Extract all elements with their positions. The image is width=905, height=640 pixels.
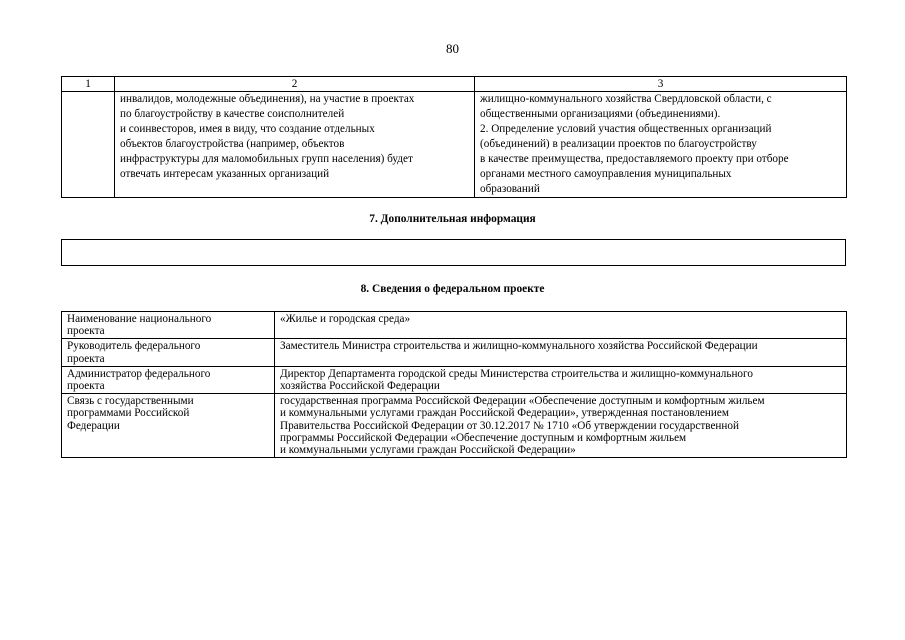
additional-info-box [61,239,846,266]
cell-text-line: Федерации [67,419,120,432]
measure-result-cell [475,92,847,198]
cell-text-line: инфраструктуры для маломобильных групп населения) будет [120,153,413,165]
table-row [62,339,847,366]
cell-text-line: «Жилье и городская среда» [280,313,411,325]
row-value [275,312,847,339]
page-number: 80 [446,41,459,56]
cell-text-line: отвечать интересам указанных организаций [120,168,330,180]
cell-text-line: хозяйства Российской Федерации [280,380,440,393]
row-value [275,339,847,366]
row-value [275,366,847,393]
table-row [62,394,847,458]
cell-text-line: Администратор федерального [67,367,211,380]
row-label [62,339,275,366]
cell-text-line: 2. Определение условий участия общественных организаций [480,123,772,135]
row-label [62,366,275,393]
cell-text-line: общественными организациями (объединениями). [480,108,721,120]
measure-description-cell [115,92,475,198]
cell-text-line: проекта [67,325,105,338]
cell-text-line: жилищно-коммунального хозяйства Свердловской области, с [480,93,772,105]
cell-text-line: Связь с государственными [67,395,194,408]
cell-text-line: и соинвесторов, имея в виду, что создание отдельных [120,123,375,135]
column-header-2: 2 [115,77,475,92]
table-row [62,366,847,393]
cell-text-line: объектов благоустройства (например, объектов [120,138,345,150]
row-label [62,394,275,458]
cell-text-line: Директор Департамента городской среды Министерства строительства и жилищно-коммунального [280,367,753,380]
column-header-1: 1 [62,77,115,92]
cell-text-line: Руководитель федерального [67,340,201,353]
additional-info-cell [62,240,846,266]
column-header-3: 3 [475,77,847,92]
cell-text-line: проекта [67,380,105,393]
cell-text-line: органами местного самоуправления муниципальных [480,168,732,180]
cell-text-line: образований [480,183,540,195]
cell-text-line: в качестве преимущества, предоставляемого проекту при отборе [480,153,789,165]
cell-text-line: инвалидов, молодежные объединения), на участие в проектах [120,93,415,105]
section-8-title: 8. Сведения о федеральном проекте [360,283,545,295]
cell-text-line: (объединений) в реализации проектов по благоустройству [480,138,757,150]
table-header-row [62,77,847,92]
cell-text-line: Заместитель Министра строительства и жилищно-коммунального хозяйства Российской Федерации [280,340,758,353]
row-label [62,312,275,339]
cell-text-line: и коммунальными услугами граждан Российской Федерации», утвержденная постановлением [280,407,729,420]
cell-text-line: и коммунальными услугами граждан Российской Федерации» [280,444,576,457]
cell-text-line: по благоустройству в качестве соисполнителей [120,108,345,120]
table-row [62,312,847,339]
row-value [275,394,847,458]
measures-table [61,76,847,198]
cell-text-line: Наименование национального [67,313,212,325]
cell-text-line: программами Российской [67,407,190,420]
cell-text-line: программы Российской Федерации «Обеспечение доступным и комфортным жильем [280,431,687,444]
federal-project-table [61,311,847,458]
row-number-cell [62,92,115,198]
table-row [62,92,847,198]
cell-text-line: проекта [67,352,105,365]
cell-text-line: государственная программа Российской Федерации «Обеспечение доступным и комфортным жильем [280,395,765,408]
cell-text-line: Правительства Российской Федерации от 30.12.2017 № 1710 «Об утверждении государственной [280,419,739,432]
section-7-title: 7. Дополнительная информация [369,213,536,225]
